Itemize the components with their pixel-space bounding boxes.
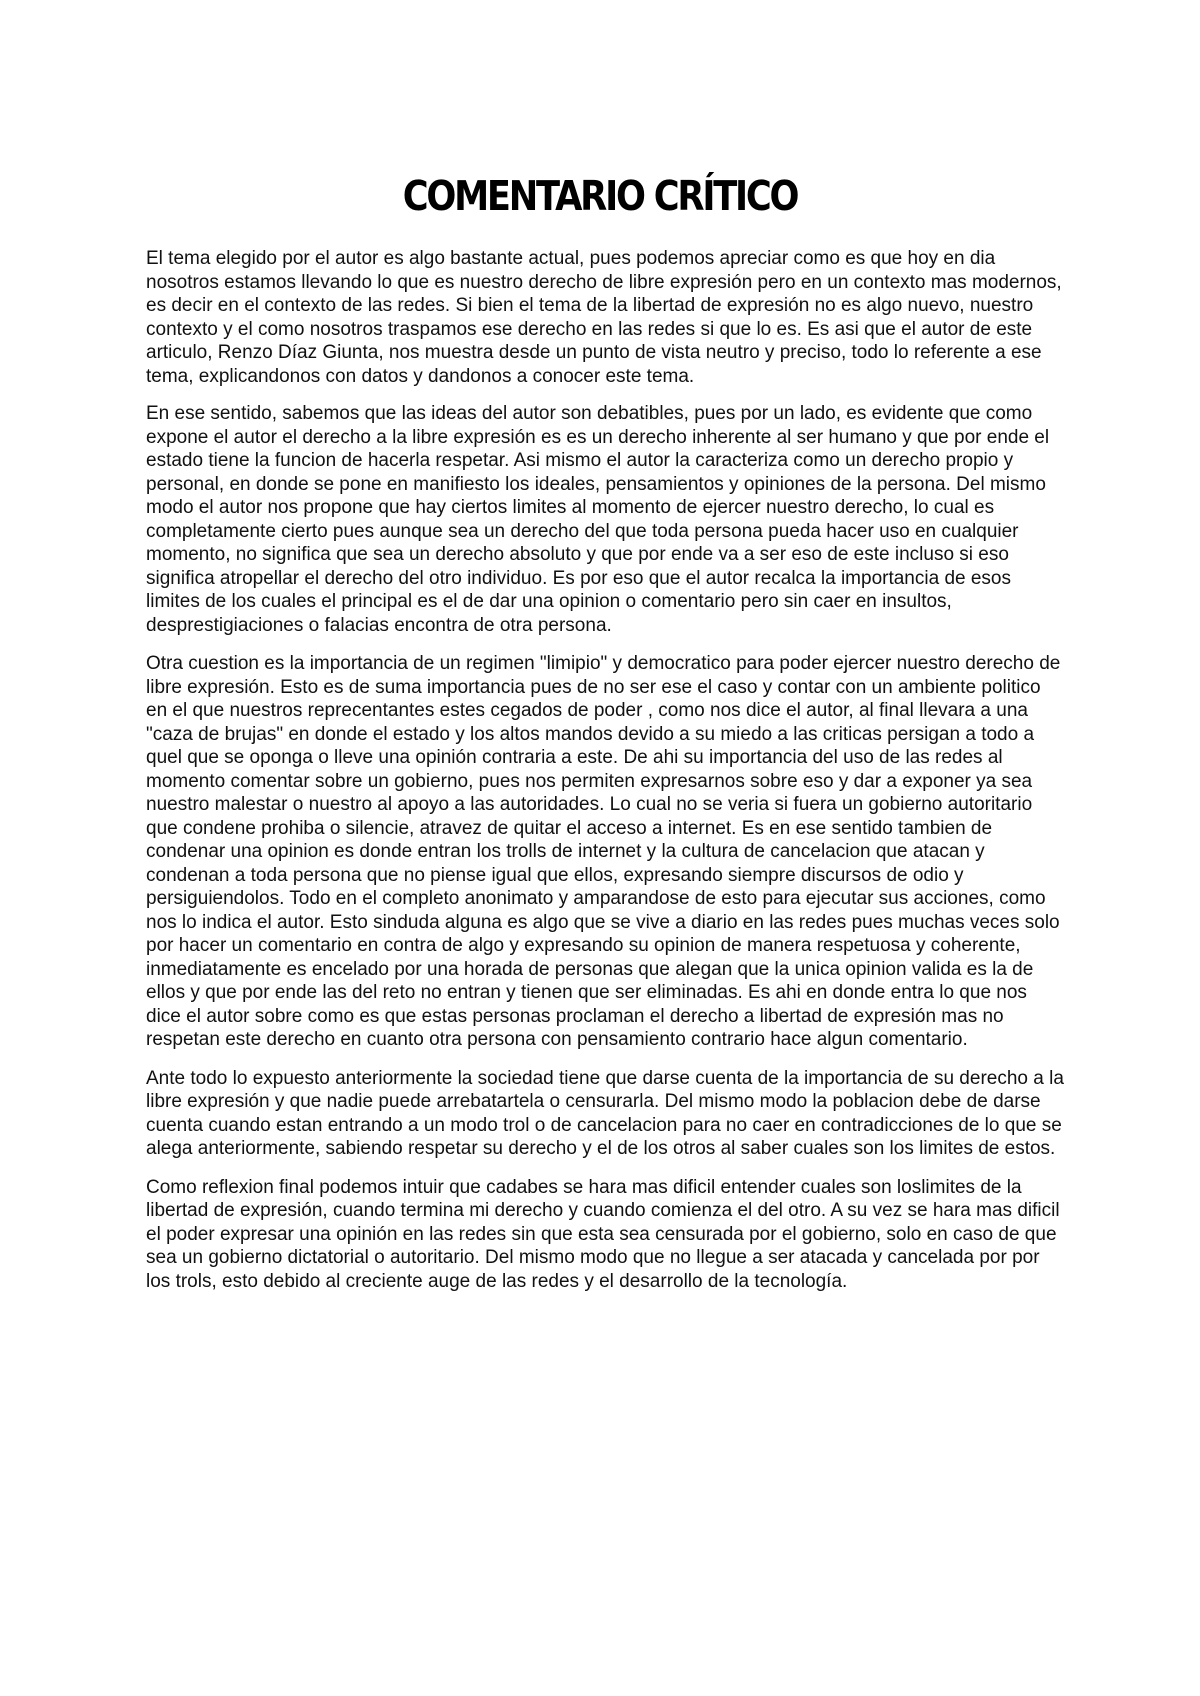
paragraph-3: Otra cuestion es la importancia de un regimen "limipio" y democratico para poder ejercer nuestro derecho de libre expresión. Esto es de suma importancia pues de no ser ese el caso y contar con un ambiente politico en el que nuestros reprecentantes estes cegados de poder , como nos dice el autor, al final llevara a una "caza de brujas" en donde el estado y los altos mandos devido a su miedo a las criticas persigan a todo a quel que se oponga o lleve una opinión contraria a este. De ahi su importancia del uso de las redes al momento comentar sobre un gobierno, pues nos permiten expresarnos sobre eso y dar a exponer ya sea nuestro malestar o nuestro al apoyo a las autoridades. Lo cual no se veria si fuera un gobierno autoritario que condene prohiba o silencie, atravez de quitar el acceso a internet. Es en ese sentido tambien de condenar una opinion es donde entran los trolls de internet y la cultura de cancelacion que atacan y condenan a toda persona que no piense igual que ellos, expresando siempre discursos de odio y persiguiendolos. Todo en el completo anonimato y amparandose de esto para ejecutar sus acciones, como nos lo indica el autor. Esto sinduda alguna es algo que se vive a diario en las redes pues muchas veces solo por hacer un comentario en contra de algo y expresando su opinion de manera respetuosa y coherente, inmediatamente es encelado por una horada de personas que alegan que la unica opinion valida es la de ellos y que por ende las del reto no entran y tienen que ser eliminadas. Es ahi en donde entra lo que nos dice el autor sobre como es que estas personas proclaman el derecho a libertad de expresión mas no respetan este derecho en cuanto otra persona con pensamiento contrario hace algun comentario. (146, 653, 1061, 1050)
document-body (146, 247, 1066, 1308)
paragraph-4: Ante todo lo expuesto anteriormente la sociedad tiene que darse cuenta de la importancia de su derecho a la libre expresión y que nadie puede arrebatartela o censurarla. Del mismo modo la poblacion debe de darse cuenta cuando estan entrando a un modo trol o de cancelacion para no caer en contradicciones de lo que se alega anteriormente, sabiendo respetar su derecho y el de los otros al saber cuales son los limites de estos. (146, 1067, 1064, 1159)
paragraph-5: Como reflexion final podemos intuir que cadabes se hara mas dificil entender cuales son loslimites de la libertad de expresión, cuando termina mi derecho y cuando comienza el del otro. A su vez se hara mas dificil el poder expresar una opinión en las redes sin que esta sea censurada por el gobierno, solo en caso de que sea un gobierno dictatorial o autoritario. Del mismo modo que no llegue a ser atacada y cancelada por por los trols, esto debido al creciente auge de las redes y el desarrollo de la tecnología. (146, 1176, 1060, 1292)
document-title: COMENTARIO CRÍTICO (402, 172, 798, 220)
paragraph-1: El tema elegido por el autor es algo bastante actual, pues podemos apreciar como es que hoy en dia nosotros estamos llevando lo que es nuestro derecho de libre expresión pero en un contexto mas modernos, es decir en el contexto de las redes. Si bien el tema de la libertad de expresión no es algo nuevo, nuestro contexto y el como nosotros traspamos ese derecho en las redes si que lo es. Es asi que el autor de este articulo, Renzo Díaz Giunta, nos muestra desde un punto de vista neutro y preciso, todo lo referente a ese tema, explicandonos con datos y dandonos a conocer este tema. (146, 248, 1062, 387)
paragraph-2: En ese sentido, sabemos que las ideas del autor son debatibles, pues por un lado, es evidente que como expone el autor el derecho a la libre expresión es es un derecho inherente al ser humano y que por ende el estado tiene la funcion de hacerla respetar. Asi mismo el autor la caracteriza como un derecho propio y personal, en donde se pone en manifiesto los ideales, pensamientos y opiniones de la persona. Del mismo modo el autor nos propone que hay ciertos limites al momento de ejercer nuestro derecho, lo cual es completamente cierto pues aunque sea un derecho del que toda persona pueda hacer uso en cualquier momento, no significa que sea un derecho absoluto y que por ende va a ser eso de este incluso si eso significa atropellar el derecho del otro individuo. Es por eso que el autor recalca la importancia de esos limites de los cuales el principal es el de dar una opinion o comentario pero sin caer en insultos, desprestigiaciones o falacias encontra de otra persona. (146, 403, 1050, 636)
